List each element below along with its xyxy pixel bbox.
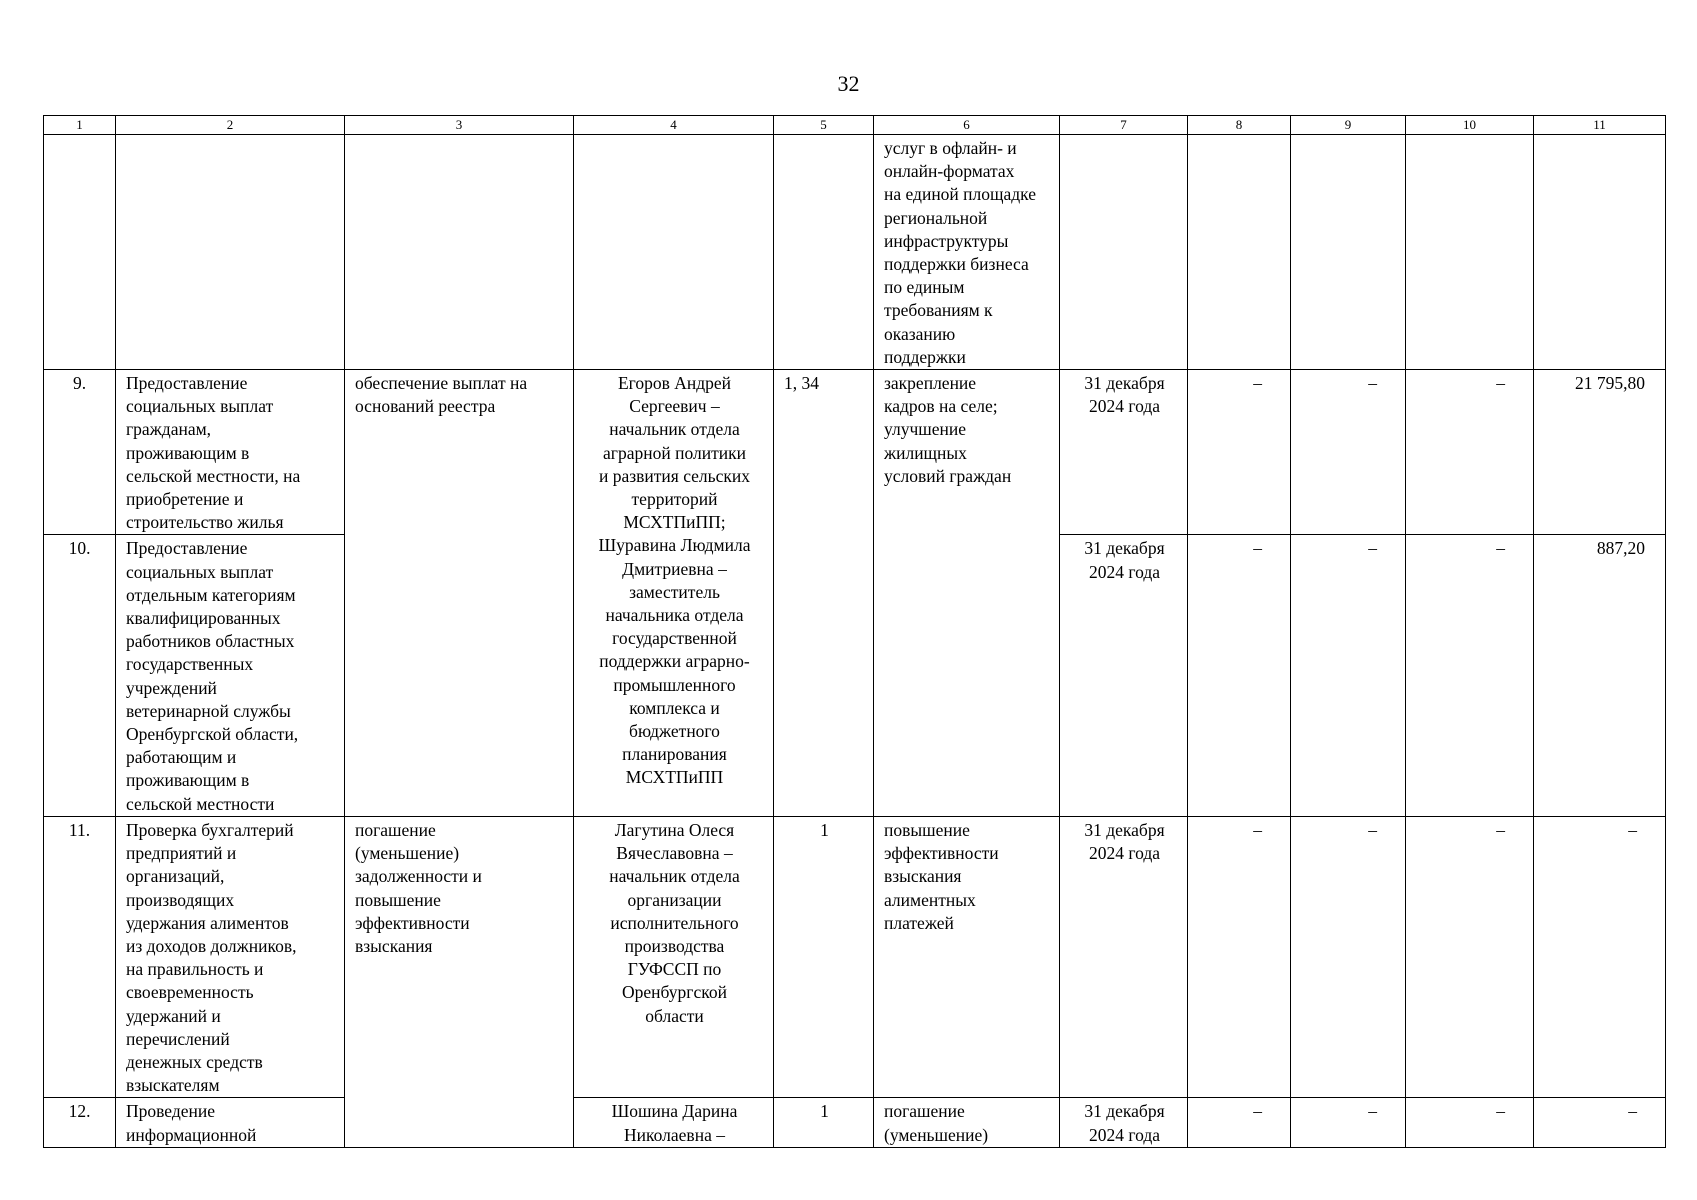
effect-cell: закрепление кадров на селе; улучшение жилищных условий граждан: [874, 370, 1060, 817]
table-row: [44, 816, 1666, 1097]
measure-name: Проверка бухгалтерий предприятий и организаций, производящих удержания алиментов из доходов должников, на правильность и своевременность удержаний и перечислений денежных средств взыскателям: [116, 816, 345, 1097]
row-number: 11.: [44, 816, 116, 1097]
table-cell: [116, 135, 345, 370]
column-header: 3: [345, 116, 574, 135]
deadline-cell: 31 декабря 2024 года: [1060, 370, 1188, 535]
column-header: 7: [1060, 116, 1188, 135]
row-number: 12.: [44, 1098, 116, 1147]
value-cell: –: [1406, 370, 1534, 535]
value-cell: –: [1291, 1098, 1406, 1147]
table-cell: [1060, 135, 1188, 370]
deadline-cell: 31 декабря 2024 года: [1060, 535, 1188, 816]
result-cell: обеспечение выплат на оснований реестра: [345, 370, 574, 817]
column-header: 8: [1188, 116, 1291, 135]
column-header: 1: [44, 116, 116, 135]
table-cell: [1406, 135, 1534, 370]
col5-cell: 1, 34: [774, 370, 874, 817]
table-row: [44, 370, 1666, 535]
row-number: 10.: [44, 535, 116, 816]
measure-name: Проведение информационной: [116, 1098, 345, 1147]
measures-table: [43, 115, 1666, 1148]
column-header: 10: [1406, 116, 1534, 135]
column-header: 9: [1291, 116, 1406, 135]
col5-cell: 1: [774, 1098, 874, 1147]
table-cell: [774, 135, 874, 370]
value-cell: –: [1534, 816, 1666, 1097]
table-cell: [1291, 135, 1406, 370]
responsible-cell: Лагутина Олеся Вячеславовна – начальник отдела организации исполнительного производства ГУФССП по Оренбургской области: [574, 816, 774, 1097]
effect-cell: повышение эффективности взыскания алиментных платежей: [874, 816, 1060, 1097]
value-cell: –: [1291, 535, 1406, 816]
value-cell: –: [1406, 535, 1534, 816]
responsible-cell: Егоров Андрей Сергеевич – начальник отдела аграрной политики и развития сельских территорий МСХТПиПП; Шуравина Людмила Дмитриевна – заместитель начальника отдела государственной поддержки аграрно- промышленного комплекса и бюджетного планирования МСХТПиПП: [574, 370, 774, 817]
amount-cell: 21 795,80: [1534, 370, 1666, 535]
column-header: 11: [1534, 116, 1666, 135]
continuation-row: [44, 135, 1666, 370]
value-cell: –: [1406, 816, 1534, 1097]
column-header: 5: [774, 116, 874, 135]
value-cell: –: [1188, 370, 1291, 535]
value-cell: –: [1291, 816, 1406, 1097]
value-cell: –: [1534, 1098, 1666, 1147]
column-number-row: [44, 116, 1666, 135]
responsible-cell: Шошина Дарина Николаевна –: [574, 1098, 774, 1147]
table-cell: [1534, 135, 1666, 370]
column-header: 6: [874, 116, 1060, 135]
value-cell: –: [1188, 1098, 1291, 1147]
deadline-cell: 31 декабря 2024 года: [1060, 816, 1188, 1097]
value-cell: –: [1188, 535, 1291, 816]
amount-cell: 887,20: [1534, 535, 1666, 816]
table-cell: [1188, 135, 1291, 370]
effect-cell: погашение (уменьшение): [874, 1098, 1060, 1147]
table-row: [44, 1098, 1666, 1147]
effect-cell: услуг в офлайн- и онлайн-форматах на единой площадке региональной инфраструктуры поддержки бизнеса по единым требованиям к оказанию поддержки: [874, 135, 1060, 370]
row-number: 9.: [44, 370, 116, 535]
column-header: 2: [116, 116, 345, 135]
col5-cell: 1: [774, 816, 874, 1097]
measure-name: Предоставление социальных выплат гражданам, проживающим в сельской местности, на приобретение и строительство жилья: [116, 370, 345, 535]
value-cell: –: [1406, 1098, 1534, 1147]
table-cell: [574, 135, 774, 370]
measure-name: Предоставление социальных выплат отдельным категориям квалифицированных работников областных государственных учреждений ветеринарной службы Оренбургской области, работающим и проживающим в сельской местности: [116, 535, 345, 816]
column-header: 4: [574, 116, 774, 135]
table-cell: [345, 135, 574, 370]
table-cell: [44, 135, 116, 370]
value-cell: –: [1291, 370, 1406, 535]
result-cell: погашение (уменьшение) задолженности и повышение эффективности взыскания: [345, 816, 574, 1147]
value-cell: –: [1188, 816, 1291, 1097]
deadline-cell: 31 декабря 2024 года: [1060, 1098, 1188, 1147]
page-number: 32: [837, 71, 860, 96]
